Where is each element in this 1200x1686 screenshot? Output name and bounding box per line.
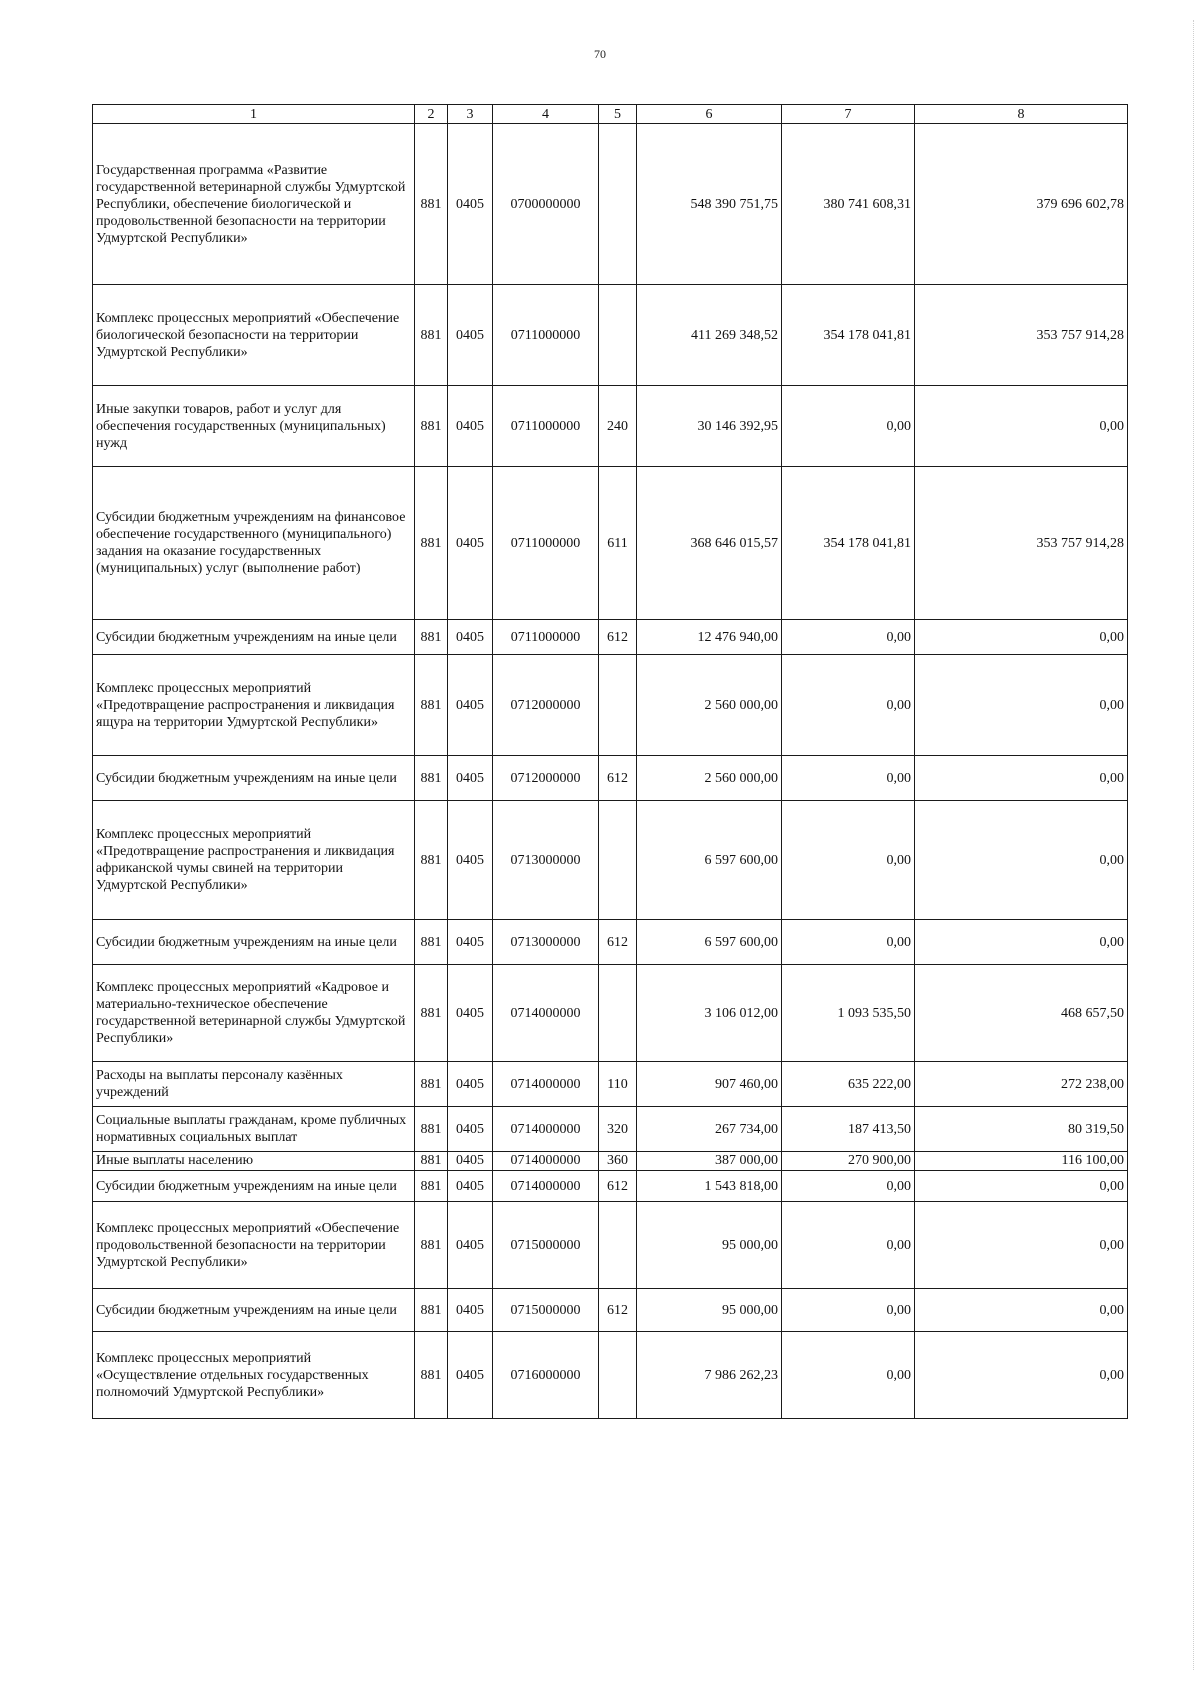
table-row bbox=[93, 1062, 1128, 1107]
table-row bbox=[93, 386, 1128, 467]
table-row bbox=[93, 1332, 1128, 1419]
row-section-code: 0405 bbox=[448, 1171, 493, 1202]
row-amount-col7: 0,00 bbox=[782, 1332, 915, 1419]
row-ministry-code: 881 bbox=[415, 386, 448, 467]
row-amount-col7: 0,00 bbox=[782, 1171, 915, 1202]
row-target-code: 0700000000 bbox=[493, 124, 599, 285]
table-row bbox=[93, 1107, 1128, 1152]
row-expense-type bbox=[599, 285, 637, 386]
row-amount-col8: 0,00 bbox=[915, 756, 1128, 801]
row-expense-type: 320 bbox=[599, 1107, 637, 1152]
row-name: Субсидии бюджетным учреждениям на иные цели bbox=[93, 1171, 415, 1202]
row-amount-col8: 0,00 bbox=[915, 920, 1128, 965]
row-amount-col6: 2 560 000,00 bbox=[637, 756, 782, 801]
row-amount-col8: 0,00 bbox=[915, 655, 1128, 756]
row-name: Субсидии бюджетным учреждениям на финансовое обеспечение государственного (муниципального) задания на оказание государственных (муниципальных) услуг (выполнение работ) bbox=[93, 467, 415, 620]
row-target-code: 0714000000 bbox=[493, 1171, 599, 1202]
row-amount-col8: 116 100,00 bbox=[915, 1152, 1128, 1171]
row-amount-col8: 0,00 bbox=[915, 801, 1128, 920]
row-section-code: 0405 bbox=[448, 124, 493, 285]
row-ministry-code: 881 bbox=[415, 1062, 448, 1107]
row-amount-col7: 0,00 bbox=[782, 1202, 915, 1289]
row-ministry-code: 881 bbox=[415, 124, 448, 285]
row-amount-col8: 0,00 bbox=[915, 1202, 1128, 1289]
row-amount-col7: 635 222,00 bbox=[782, 1062, 915, 1107]
row-amount-col6: 30 146 392,95 bbox=[637, 386, 782, 467]
row-target-code: 0714000000 bbox=[493, 1062, 599, 1107]
row-ministry-code: 881 bbox=[415, 285, 448, 386]
row-target-code: 0711000000 bbox=[493, 467, 599, 620]
row-name: Субсидии бюджетным учреждениям на иные цели bbox=[93, 920, 415, 965]
row-expense-type bbox=[599, 655, 637, 756]
row-amount-col7: 0,00 bbox=[782, 386, 915, 467]
row-amount-col8: 0,00 bbox=[915, 620, 1128, 655]
row-section-code: 0405 bbox=[448, 1107, 493, 1152]
row-amount-col6: 368 646 015,57 bbox=[637, 467, 782, 620]
row-name: Комплекс процессных мероприятий «Предотвращение распространения и ликвидация ящура на территории Удмуртской Республики» bbox=[93, 655, 415, 756]
row-name: Иные выплаты населению bbox=[93, 1152, 415, 1171]
column-header-4: 4 bbox=[493, 105, 599, 124]
row-amount-col6: 2 560 000,00 bbox=[637, 655, 782, 756]
table-row bbox=[93, 1171, 1128, 1202]
row-expense-type bbox=[599, 1332, 637, 1419]
row-name: Субсидии бюджетным учреждениям на иные цели bbox=[93, 620, 415, 655]
row-ministry-code: 881 bbox=[415, 1289, 448, 1332]
budget-table bbox=[92, 104, 1128, 1419]
row-target-code: 0713000000 bbox=[493, 801, 599, 920]
row-expense-type bbox=[599, 1202, 637, 1289]
row-ministry-code: 881 bbox=[415, 1171, 448, 1202]
row-amount-col6: 6 597 600,00 bbox=[637, 920, 782, 965]
table-row bbox=[93, 1289, 1128, 1332]
row-expense-type: 611 bbox=[599, 467, 637, 620]
row-amount-col6: 548 390 751,75 bbox=[637, 124, 782, 285]
row-ministry-code: 881 bbox=[415, 1152, 448, 1171]
row-amount-col7: 1 093 535,50 bbox=[782, 965, 915, 1062]
row-amount-col6: 1 543 818,00 bbox=[637, 1171, 782, 1202]
row-amount-col6: 411 269 348,52 bbox=[637, 285, 782, 386]
row-section-code: 0405 bbox=[448, 386, 493, 467]
row-section-code: 0405 bbox=[448, 285, 493, 386]
row-ministry-code: 881 bbox=[415, 1202, 448, 1289]
column-header-6: 6 bbox=[637, 105, 782, 124]
row-expense-type: 240 bbox=[599, 386, 637, 467]
table-row bbox=[93, 920, 1128, 965]
row-amount-col8: 353 757 914,28 bbox=[915, 285, 1128, 386]
row-expense-type: 360 bbox=[599, 1152, 637, 1171]
table-row bbox=[93, 801, 1128, 920]
row-amount-col7: 270 900,00 bbox=[782, 1152, 915, 1171]
row-expense-type: 612 bbox=[599, 1171, 637, 1202]
row-expense-type: 612 bbox=[599, 1289, 637, 1332]
table-row bbox=[93, 1152, 1128, 1171]
row-name: Расходы на выплаты персоналу казённых учреждений bbox=[93, 1062, 415, 1107]
row-name: Иные закупки товаров, работ и услуг для обеспечения государственных (муниципальных) нужд bbox=[93, 386, 415, 467]
row-name: Субсидии бюджетным учреждениям на иные цели bbox=[93, 1289, 415, 1332]
row-amount-col7: 0,00 bbox=[782, 1289, 915, 1332]
table-row bbox=[93, 1202, 1128, 1289]
row-target-code: 0716000000 bbox=[493, 1332, 599, 1419]
row-section-code: 0405 bbox=[448, 965, 493, 1062]
row-ministry-code: 881 bbox=[415, 1107, 448, 1152]
row-ministry-code: 881 bbox=[415, 467, 448, 620]
row-amount-col8: 379 696 602,78 bbox=[915, 124, 1128, 285]
row-name: Социальные выплаты гражданам, кроме публичных нормативных социальных выплат bbox=[93, 1107, 415, 1152]
table-row bbox=[93, 655, 1128, 756]
row-section-code: 0405 bbox=[448, 655, 493, 756]
row-target-code: 0714000000 bbox=[493, 1152, 599, 1171]
row-ministry-code: 881 bbox=[415, 965, 448, 1062]
row-amount-col6: 12 476 940,00 bbox=[637, 620, 782, 655]
row-amount-col8: 0,00 bbox=[915, 1171, 1128, 1202]
row-target-code: 0714000000 bbox=[493, 1107, 599, 1152]
row-amount-col7: 380 741 608,31 bbox=[782, 124, 915, 285]
row-amount-col7: 187 413,50 bbox=[782, 1107, 915, 1152]
column-header-5: 5 bbox=[599, 105, 637, 124]
row-amount-col6: 6 597 600,00 bbox=[637, 801, 782, 920]
row-expense-type bbox=[599, 965, 637, 1062]
row-section-code: 0405 bbox=[448, 801, 493, 920]
row-amount-col8: 0,00 bbox=[915, 1289, 1128, 1332]
column-header-2: 2 bbox=[415, 105, 448, 124]
row-expense-type: 612 bbox=[599, 920, 637, 965]
row-amount-col8: 353 757 914,28 bbox=[915, 467, 1128, 620]
table-row bbox=[93, 965, 1128, 1062]
row-amount-col8: 0,00 bbox=[915, 1332, 1128, 1419]
row-target-code: 0713000000 bbox=[493, 920, 599, 965]
row-ministry-code: 881 bbox=[415, 620, 448, 655]
row-name: Комплекс процессных мероприятий «Кадровое и материально-техническое обеспечение государственной ветеринарной службы Удмуртской Республики» bbox=[93, 965, 415, 1062]
row-ministry-code: 881 bbox=[415, 920, 448, 965]
row-section-code: 0405 bbox=[448, 1152, 493, 1171]
row-amount-col8: 468 657,50 bbox=[915, 965, 1128, 1062]
row-ministry-code: 881 bbox=[415, 655, 448, 756]
row-amount-col7: 0,00 bbox=[782, 655, 915, 756]
row-ministry-code: 881 bbox=[415, 801, 448, 920]
table-row bbox=[93, 124, 1128, 285]
row-amount-col6: 95 000,00 bbox=[637, 1289, 782, 1332]
row-name: Государственная программа «Развитие государственной ветеринарной службы Удмуртской Республики, обеспечение биологической и продовольственной безопасности на территории Удмуртской Республики» bbox=[93, 124, 415, 285]
row-target-code: 0711000000 bbox=[493, 620, 599, 655]
row-target-code: 0712000000 bbox=[493, 655, 599, 756]
row-section-code: 0405 bbox=[448, 467, 493, 620]
row-expense-type: 110 bbox=[599, 1062, 637, 1107]
row-target-code: 0714000000 bbox=[493, 965, 599, 1062]
table-row bbox=[93, 467, 1128, 620]
row-target-code: 0715000000 bbox=[493, 1202, 599, 1289]
row-amount-col6: 7 986 262,23 bbox=[637, 1332, 782, 1419]
row-section-code: 0405 bbox=[448, 920, 493, 965]
row-amount-col6: 95 000,00 bbox=[637, 1202, 782, 1289]
row-name: Комплекс процессных мероприятий «Обеспечение продовольственной безопасности на территории Удмуртской Республики» bbox=[93, 1202, 415, 1289]
row-amount-col6: 907 460,00 bbox=[637, 1062, 782, 1107]
scan-edge-artifact bbox=[1190, 20, 1194, 1670]
row-target-code: 0715000000 bbox=[493, 1289, 599, 1332]
row-amount-col8: 80 319,50 bbox=[915, 1107, 1128, 1152]
row-section-code: 0405 bbox=[448, 756, 493, 801]
row-amount-col8: 0,00 bbox=[915, 386, 1128, 467]
table-row bbox=[93, 756, 1128, 801]
row-section-code: 0405 bbox=[448, 620, 493, 655]
row-amount-col7: 354 178 041,81 bbox=[782, 285, 915, 386]
row-name: Комплекс процессных мероприятий «Осуществление отдельных государственных полномочий Удмуртской Республики» bbox=[93, 1332, 415, 1419]
row-expense-type bbox=[599, 801, 637, 920]
row-amount-col6: 387 000,00 bbox=[637, 1152, 782, 1171]
row-section-code: 0405 bbox=[448, 1289, 493, 1332]
table-row bbox=[93, 620, 1128, 655]
row-expense-type bbox=[599, 124, 637, 285]
row-amount-col8: 272 238,00 bbox=[915, 1062, 1128, 1107]
row-name: Комплекс процессных мероприятий «Предотвращение распространения и ликвидация африканской чумы свиней на территории Удмуртской Республики» bbox=[93, 801, 415, 920]
row-amount-col7: 0,00 bbox=[782, 801, 915, 920]
column-header-7: 7 bbox=[782, 105, 915, 124]
row-name: Субсидии бюджетным учреждениям на иные цели bbox=[93, 756, 415, 801]
row-amount-col7: 0,00 bbox=[782, 920, 915, 965]
row-target-code: 0711000000 bbox=[493, 285, 599, 386]
row-section-code: 0405 bbox=[448, 1202, 493, 1289]
row-ministry-code: 881 bbox=[415, 1332, 448, 1419]
column-header-3: 3 bbox=[448, 105, 493, 124]
row-section-code: 0405 bbox=[448, 1332, 493, 1419]
row-amount-col6: 267 734,00 bbox=[637, 1107, 782, 1152]
row-name: Комплекс процессных мероприятий «Обеспечение биологической безопасности на территории Удмуртской Республики» bbox=[93, 285, 415, 386]
column-header-1: 1 bbox=[93, 105, 415, 124]
row-ministry-code: 881 bbox=[415, 756, 448, 801]
table-header-row bbox=[93, 105, 1128, 124]
row-amount-col7: 0,00 bbox=[782, 620, 915, 655]
column-header-8: 8 bbox=[915, 105, 1128, 124]
row-amount-col6: 3 106 012,00 bbox=[637, 965, 782, 1062]
table-row bbox=[93, 285, 1128, 386]
page-number: 70 bbox=[594, 47, 606, 61]
row-amount-col7: 0,00 bbox=[782, 756, 915, 801]
row-target-code: 0712000000 bbox=[493, 756, 599, 801]
row-section-code: 0405 bbox=[448, 1062, 493, 1107]
row-expense-type: 612 bbox=[599, 620, 637, 655]
row-expense-type: 612 bbox=[599, 756, 637, 801]
row-target-code: 0711000000 bbox=[493, 386, 599, 467]
row-amount-col7: 354 178 041,81 bbox=[782, 467, 915, 620]
